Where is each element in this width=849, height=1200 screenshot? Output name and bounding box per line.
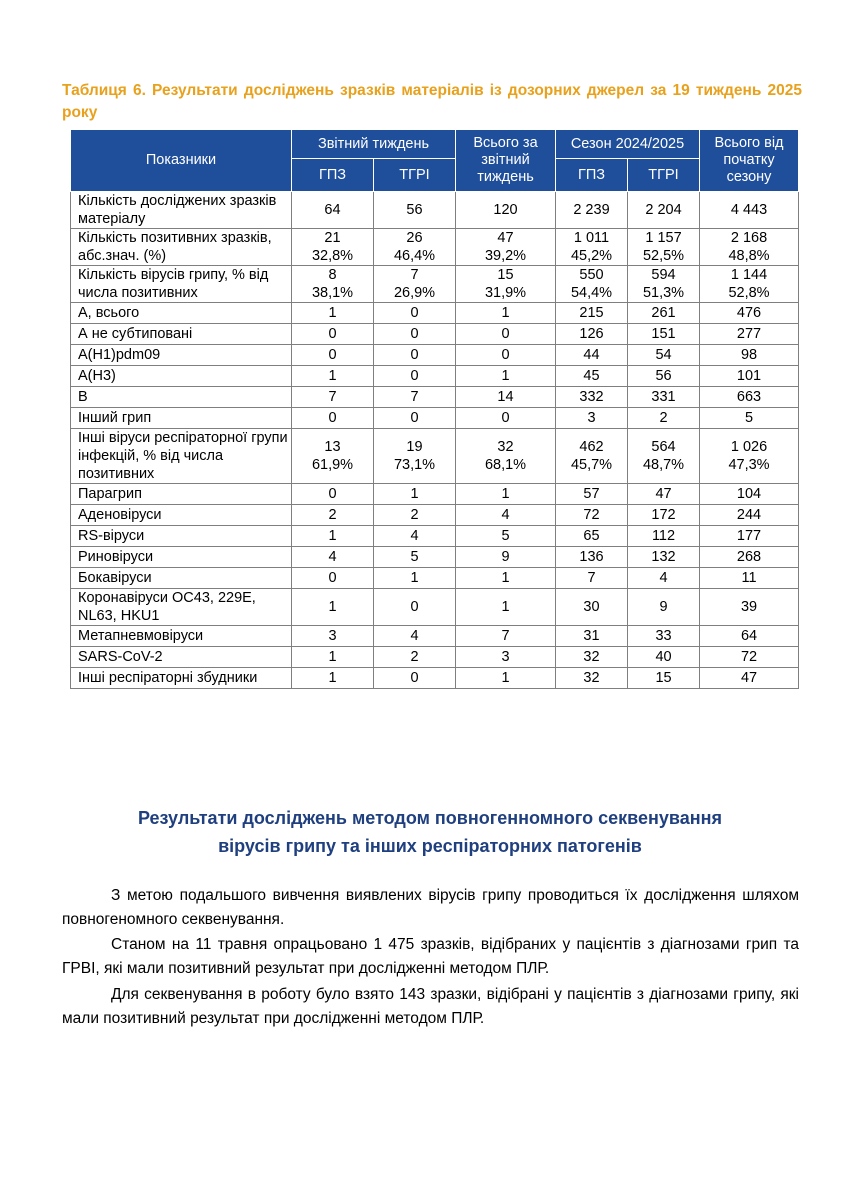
table-cell: 32 68,1% (456, 429, 556, 484)
table-row (71, 408, 799, 429)
header-total-week: Всього за звітний тиждень (456, 130, 556, 192)
table-cell: 136 (556, 547, 628, 568)
header-total-season: Всього від початку сезону (700, 130, 799, 192)
table-cell: 0 (456, 345, 556, 366)
row-label: А(H1)pdm09 (71, 345, 292, 366)
table-cell: 56 (374, 192, 456, 229)
table-row (71, 366, 799, 387)
table-cell: 177 (700, 526, 799, 547)
table-row (71, 303, 799, 324)
table-cell: 2 (374, 647, 456, 668)
table-cell: 172 (628, 505, 700, 526)
table-row (71, 647, 799, 668)
table-cell: 72 (700, 647, 799, 668)
table-cell: 332 (556, 387, 628, 408)
table-cell: 2 204 (628, 192, 700, 229)
table-cell: 261 (628, 303, 700, 324)
table-cell: 0 (292, 408, 374, 429)
table-cell: 47 39,2% (456, 229, 556, 266)
table-cell: 1 (456, 589, 556, 626)
table-cell: 14 (456, 387, 556, 408)
table-cell: 277 (700, 324, 799, 345)
table-cell: 9 (628, 589, 700, 626)
table-cell: 462 45,7% (556, 429, 628, 484)
table-cell: 0 (292, 324, 374, 345)
table-cell: 64 (292, 192, 374, 229)
section-heading-line-2: вірусів грипу та інших респіраторних патогенів (218, 836, 642, 856)
table-cell: 594 51,3% (628, 266, 700, 303)
table-cell: 47 (628, 484, 700, 505)
table-row (71, 526, 799, 547)
table-row (71, 484, 799, 505)
table-cell: 7 (456, 626, 556, 647)
header-week-tgri: ТГРІ (374, 159, 456, 192)
paragraph-2: Станом на 11 травня опрацьовано 1 475 зразків, відібраних у пацієнтів з діагнозами грип та ГРВІ, які мали позитивний результат при дослідженні методом ПЛР. (62, 936, 799, 977)
header-season-gpz: ГПЗ (556, 159, 628, 192)
header-season-tgri: ТГРІ (628, 159, 700, 192)
table-cell: 40 (628, 647, 700, 668)
row-label: Кількість позитивних зразків, абс.знач. (%) (71, 229, 292, 266)
table-cell: 2 168 48,8% (700, 229, 799, 266)
table-cell: 15 (628, 668, 700, 689)
table-cell: 98 (700, 345, 799, 366)
table-cell: 244 (700, 505, 799, 526)
table-cell: 0 (374, 324, 456, 345)
table-row (71, 589, 799, 626)
table-cell: 101 (700, 366, 799, 387)
table-cell: 564 48,7% (628, 429, 700, 484)
table-cell: 32 (556, 647, 628, 668)
table-cell: 1 157 52,5% (628, 229, 700, 266)
paragraph-1: З метою подальшого вивчення виявлених вірусів грипу проводиться їх дослідження шляхом повногеномного секвенування. (62, 887, 799, 928)
header-reporting-week: Звітний тиждень (292, 130, 456, 159)
table-cell: 0 (374, 303, 456, 324)
table-cell: 268 (700, 547, 799, 568)
table-row (71, 266, 799, 303)
section-heading-line-1: Результати досліджень методом повногенномного секвенування (137, 808, 722, 828)
table-cell: 4 (374, 626, 456, 647)
row-label: Інші віруси респіраторної групи інфекцій, % від числа позитивних (71, 429, 292, 484)
table-row (71, 324, 799, 345)
table-cell: 1 (456, 484, 556, 505)
table-row (71, 229, 799, 266)
table-cell: 1 (292, 366, 374, 387)
paragraph-3: Для секвенування в роботу було взято 143 зразки, відібрані у пацієнтів з діагнозами грипу, які мали позитивний результат при дослідженні методом ПЛР. (62, 986, 799, 1027)
table-body (71, 192, 799, 689)
table-cell: 2 (374, 505, 456, 526)
table-cell: 331 (628, 387, 700, 408)
table-cell: 126 (556, 324, 628, 345)
section-heading (60, 804, 800, 860)
table-row (71, 547, 799, 568)
table-cell: 151 (628, 324, 700, 345)
table-cell: 1 144 52,8% (700, 266, 799, 303)
table-cell: 44 (556, 345, 628, 366)
row-label: Парагрип (71, 484, 292, 505)
table-cell: 0 (292, 568, 374, 589)
row-label: Метапневмовіруси (71, 626, 292, 647)
table-cell: 5 (700, 408, 799, 429)
table-cell: 30 (556, 589, 628, 626)
table-row (71, 192, 799, 229)
header-season: Сезон 2024/2025 (556, 130, 700, 159)
table-cell: 1 (292, 668, 374, 689)
table-cell: 2 239 (556, 192, 628, 229)
table-cell: 0 (292, 345, 374, 366)
table-cell: 0 (456, 408, 556, 429)
row-label: Риновіруси (71, 547, 292, 568)
row-label: А(H3) (71, 366, 292, 387)
table-cell: 72 (556, 505, 628, 526)
table-cell: 1 011 45,2% (556, 229, 628, 266)
table-cell: 1 (292, 647, 374, 668)
row-label: Інший грип (71, 408, 292, 429)
table-cell: 4 (628, 568, 700, 589)
table-cell: 39 (700, 589, 799, 626)
table-cell: 0 (374, 668, 456, 689)
table-cell: 3 (556, 408, 628, 429)
row-label: Інші респіраторні збудники (71, 668, 292, 689)
table-cell: 15 31,9% (456, 266, 556, 303)
row-label: А, всього (71, 303, 292, 324)
table-cell: 2 (628, 408, 700, 429)
table-cell: 9 (456, 547, 556, 568)
table-cell: 215 (556, 303, 628, 324)
header-indicators: Показники (71, 130, 292, 192)
row-label: SARS-CoV-2 (71, 647, 292, 668)
table-row (71, 568, 799, 589)
table-cell: 11 (700, 568, 799, 589)
table-cell: 1 (456, 303, 556, 324)
table-cell: 8 38,1% (292, 266, 374, 303)
table-cell: 5 (456, 526, 556, 547)
table-cell: 54 (628, 345, 700, 366)
table-cell: 1 (456, 366, 556, 387)
header-week-gpz: ГПЗ (292, 159, 374, 192)
row-label: Коронавіруси ОС43, 229E, NL63, HKU1 (71, 589, 292, 626)
table-cell: 1 (374, 568, 456, 589)
table-cell: 120 (456, 192, 556, 229)
table-cell: 3 (456, 647, 556, 668)
table-cell: 2 (292, 505, 374, 526)
table-cell: 47 (700, 668, 799, 689)
table-cell: 19 73,1% (374, 429, 456, 484)
table-cell: 0 (292, 484, 374, 505)
table-cell: 4 (292, 547, 374, 568)
table-cell: 1 (456, 668, 556, 689)
table-cell: 7 26,9% (374, 266, 456, 303)
table-header (71, 130, 799, 192)
table-cell: 4 (456, 505, 556, 526)
table-row (71, 345, 799, 366)
table-cell: 1 026 47,3% (700, 429, 799, 484)
results-table (70, 129, 799, 689)
table-cell: 56 (628, 366, 700, 387)
table-cell: 104 (700, 484, 799, 505)
table-cell: 26 46,4% (374, 229, 456, 266)
table-cell: 1 (456, 568, 556, 589)
table-cell: 0 (374, 589, 456, 626)
row-label: А не субтиповані (71, 324, 292, 345)
table-cell: 3 (292, 626, 374, 647)
row-label: Кількість вірусів грипу, % від числа позитивних (71, 266, 292, 303)
row-label: B (71, 387, 292, 408)
table-cell: 7 (556, 568, 628, 589)
table-cell: 1 (292, 526, 374, 547)
row-label: Кількість досліджених зразків матеріалу (71, 192, 292, 229)
table-row (71, 387, 799, 408)
table-cell: 5 (374, 547, 456, 568)
table-row (71, 668, 799, 689)
table-cell: 7 (292, 387, 374, 408)
row-label: Бокавіруси (71, 568, 292, 589)
table-cell: 7 (374, 387, 456, 408)
row-label: RS-віруси (71, 526, 292, 547)
table-cell: 33 (628, 626, 700, 647)
table-cell: 663 (700, 387, 799, 408)
table-cell: 1 (292, 589, 374, 626)
table-cell: 13 61,9% (292, 429, 374, 484)
table-cell: 0 (374, 345, 456, 366)
table-row (71, 505, 799, 526)
table-cell: 550 54,4% (556, 266, 628, 303)
table-cell: 4 (374, 526, 456, 547)
table-cell: 64 (700, 626, 799, 647)
table-cell: 31 (556, 626, 628, 647)
table-cell: 132 (628, 547, 700, 568)
table-cell: 21 32,8% (292, 229, 374, 266)
table-cell: 0 (456, 324, 556, 345)
table-caption: Таблиця 6. Результати досліджень зразків матеріалів із дозорних джерел за 19 тиждень 2025 року (62, 82, 802, 121)
row-label: Аденовіруси (71, 505, 292, 526)
table-row (71, 626, 799, 647)
table-cell: 65 (556, 526, 628, 547)
table-cell: 476 (700, 303, 799, 324)
table-cell: 57 (556, 484, 628, 505)
table-cell: 112 (628, 526, 700, 547)
table-cell: 0 (374, 408, 456, 429)
table-cell: 1 (292, 303, 374, 324)
table-cell: 1 (374, 484, 456, 505)
table-cell: 45 (556, 366, 628, 387)
table-row (71, 429, 799, 484)
table-cell: 4 443 (700, 192, 799, 229)
table-cell: 32 (556, 668, 628, 689)
table-cell: 0 (374, 366, 456, 387)
